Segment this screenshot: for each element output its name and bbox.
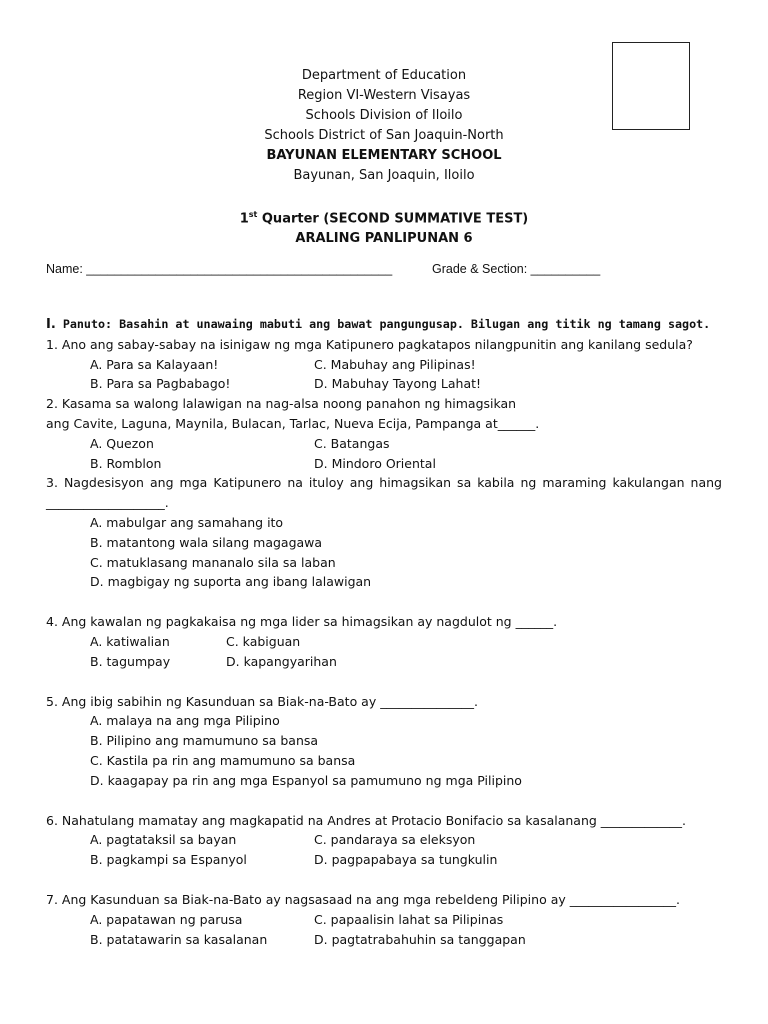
question-1 — [46, 335, 722, 394]
school-name: BAYUNAN ELEMENTARY SCHOOL — [266, 148, 502, 163]
option-b[interactable]: B. Romblon — [90, 455, 162, 471]
option-d[interactable]: D. magbigay ng suporta ang ibang lalawigan — [90, 574, 372, 590]
department-line: Department of Education — [301, 68, 467, 83]
name-field[interactable]: Name: ____________________________________________ — [46, 262, 393, 276]
option-a[interactable]: A. malaya na ang mga Pilipino — [90, 713, 280, 729]
options — [46, 434, 722, 474]
option-a[interactable]: A. Para sa Kalayaan! — [90, 356, 219, 372]
option-a[interactable]: A. pagtataksil sa bayan — [90, 832, 237, 848]
option-d[interactable]: D. Mindoro Oriental — [314, 455, 436, 471]
question-text: 3. Nagdesisyon ang mga Katipunero na ituloy ang himagsikan sa kabila ng maraming kakulangan nang — [46, 475, 722, 491]
option-d[interactable]: D. pagpapabaya sa tungkulin — [314, 852, 498, 868]
question-3 — [46, 473, 722, 592]
question-text-continued: ___________________. — [46, 495, 169, 511]
option-b[interactable]: B. patatawarin sa kasalanan — [90, 931, 268, 947]
option-d[interactable]: D. kapangyarihan — [226, 653, 337, 669]
document-header — [0, 66, 768, 186]
question-text: 4. Ang kawalan ng pagkakaisa ng mga lider sa himagsikan ay nagdulot ng ______. — [46, 614, 558, 630]
grade-section-field[interactable]: Grade & Section: __________ — [432, 262, 601, 276]
test-content — [46, 315, 722, 949]
question-4 — [46, 612, 722, 671]
option-a[interactable]: A. mabulgar ang samahang ito — [90, 514, 284, 530]
option-a[interactable]: A. Quezon — [90, 435, 154, 451]
question-text-continued: ang Cavite, Laguna, Maynila, Bulacan, Tarlac, Nueva Ecija, Pampanga at______. — [46, 415, 540, 431]
division-line: Schools Division of Iloilo — [305, 108, 463, 123]
option-b[interactable]: B. Pilipino ang mamumuno sa bansa — [90, 733, 319, 749]
district-line: Schools District of San Joaquin-North — [264, 128, 504, 143]
instructions: I. Panuto: Basahin at unawaing mabuti ang bawat pangungusap. Bilugan ang titik ng tamang sagot. — [46, 317, 711, 332]
options — [46, 830, 722, 870]
option-a[interactable]: A. papatawan ng parusa — [90, 911, 243, 927]
test-title — [0, 205, 768, 249]
question-text: 1. Ano ang sabay-sabay na isinigaw ng mga Katipunero pagkatapos nilangpunitin ang kanilang sedula? — [46, 336, 693, 352]
option-c[interactable]: C. papaalisin lahat sa Pilipinas — [314, 911, 504, 927]
option-c[interactable]: C. Kastila pa rin ang mamumuno sa bansa — [90, 752, 356, 768]
option-d[interactable]: D. pagtatrabahuhin sa tanggapan — [314, 931, 526, 947]
options — [46, 632, 722, 672]
options — [46, 910, 722, 950]
subject-title: ARALING PANLIPUNAN 6 — [295, 231, 473, 247]
option-b[interactable]: B. tagumpay — [90, 653, 171, 669]
question-7 — [46, 890, 722, 949]
question-text: 6. Nahatulang mamatay ang magkapatid na Andres at Protacio Bonifacio sa kasalanang _____________. — [46, 812, 687, 828]
option-a[interactable]: A. katiwalian — [90, 633, 170, 649]
quarter-title: 1st Quarter (SECOND SUMMATIVE TEST) — [239, 210, 529, 227]
option-c[interactable]: C. kabiguan — [226, 633, 301, 649]
options — [46, 513, 722, 592]
student-info — [46, 262, 726, 276]
question-5 — [46, 692, 722, 791]
question-2 — [46, 394, 722, 473]
option-c[interactable]: C. matuklasang mananalo sila sa laban — [90, 554, 336, 570]
option-b[interactable]: B. Para sa Pagbabago! — [90, 376, 231, 392]
option-d[interactable]: D. Mabuhay Tayong Lahat! — [314, 376, 482, 392]
option-c[interactable]: C. Batangas — [314, 435, 390, 451]
school-address: Bayunan, San Joaquin, Iloilo — [293, 168, 475, 183]
option-d[interactable]: D. kaagapay pa rin ang mga Espanyol sa pamumuno ng mga Pilipino — [90, 772, 522, 788]
region-line: Region VI-Western Visayas — [297, 88, 471, 103]
question-text: 5. Ang ibig sabihin ng Kasunduan sa Biak-na-Bato ay _______________. — [46, 693, 478, 709]
question-text: 2. Kasama sa walong lalawigan na nag-alsa noong panahon ng himagsikan — [46, 396, 517, 412]
option-c[interactable]: C. Mabuhay ang Pilipinas! — [314, 356, 476, 372]
options — [46, 355, 722, 395]
options — [46, 711, 722, 790]
question-6 — [46, 811, 722, 870]
option-b[interactable]: B. pagkampi sa Espanyol — [90, 852, 247, 868]
question-text: 7. Ang Kasunduan sa Biak-na-Bato ay nagsasaad na ang mga rebeldeng Pilipino ay _________________. — [46, 891, 680, 907]
option-b[interactable]: B. matantong wala silang magagawa — [90, 534, 323, 550]
option-c[interactable]: C. pandaraya sa eleksyon — [314, 832, 476, 848]
